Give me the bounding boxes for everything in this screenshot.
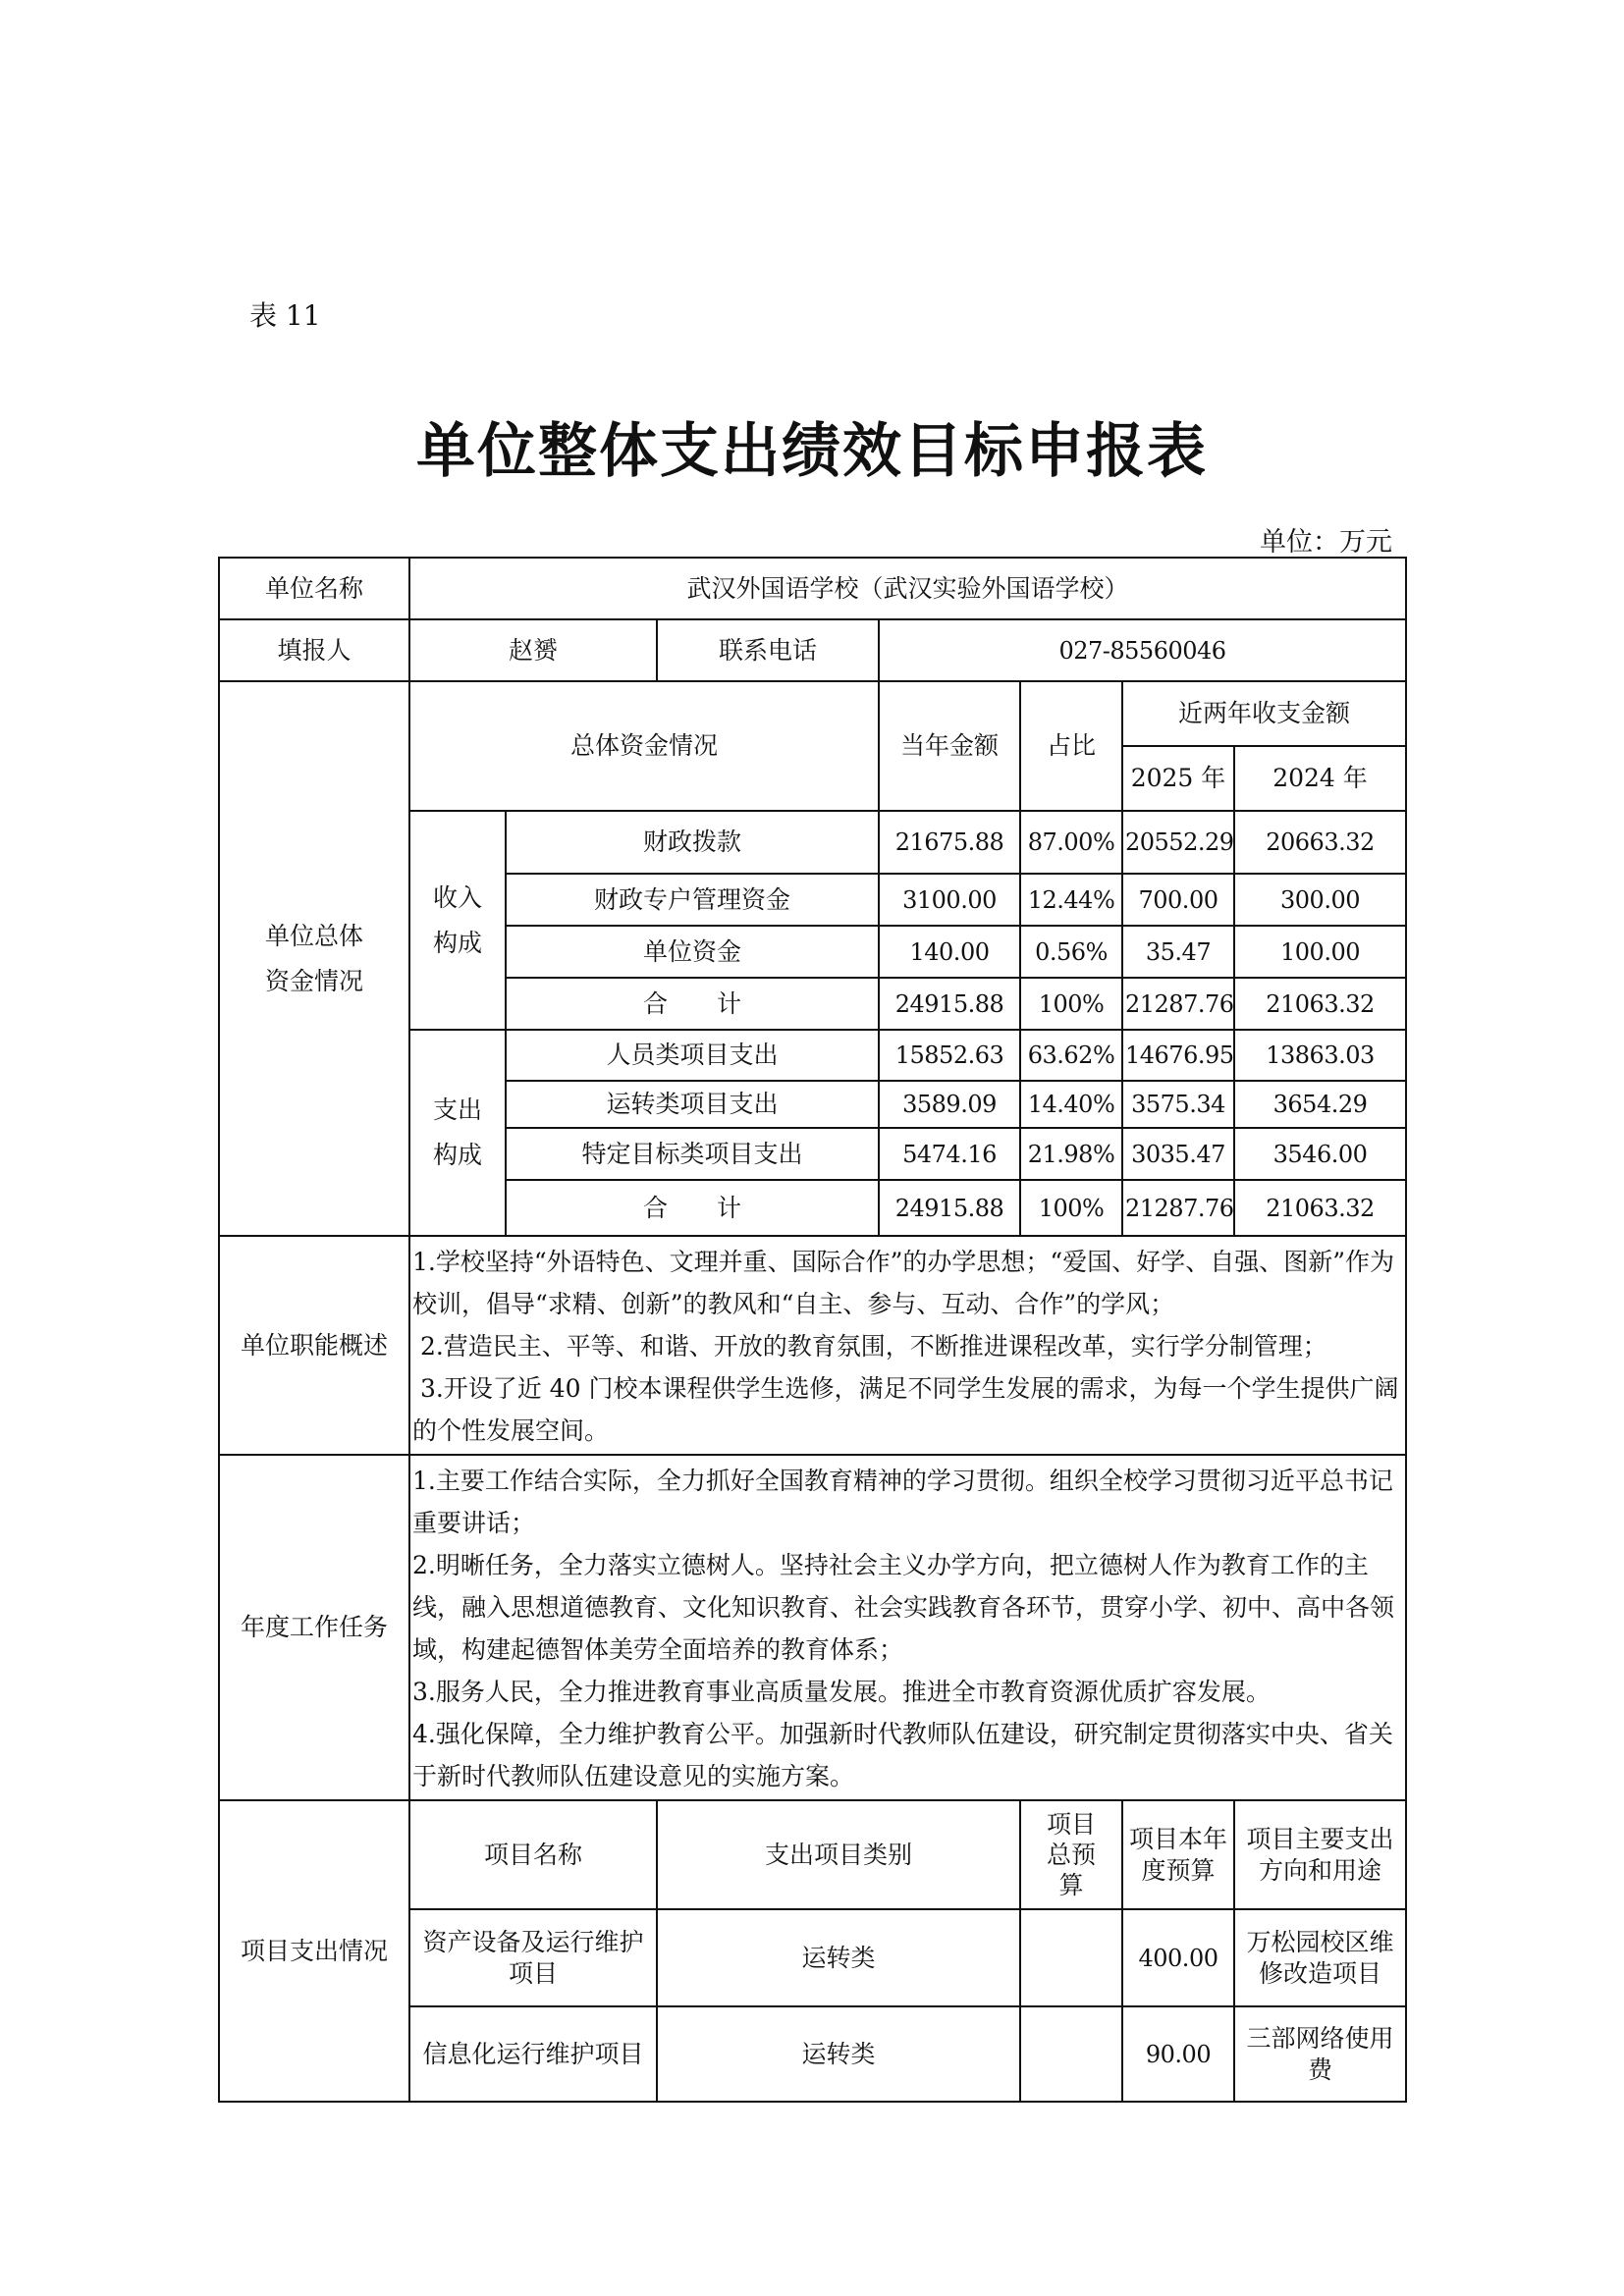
income-2024: 300.00: [1234, 874, 1406, 926]
annual-task-paragraph: 1.主要工作结合实际，全力抓好全国教育精神的学习贯彻。组织全校学习贯彻习近平总书记重要讲话；: [412, 1467, 1393, 1537]
income-label-text: 收入构成: [432, 882, 482, 957]
income-2024: 100.00: [1234, 926, 1406, 978]
project-name: 资产设备及运行维护项目: [409, 1909, 657, 2006]
project-purpose: [1234, 2006, 1406, 2102]
income-total-current: 24915.88: [879, 978, 1020, 1030]
income-total-2025: 21287.76: [1122, 978, 1234, 1030]
filler-value: 赵赟: [409, 619, 657, 681]
expense-name: 特定目标类项目支出: [506, 1128, 879, 1180]
projects-header-row: [219, 1800, 1406, 1909]
projects-header-name: 项目名称: [409, 1800, 657, 1909]
income-2025: 700.00: [1122, 874, 1234, 926]
phone-value: 027-85560046: [879, 619, 1406, 681]
annual-tasks-label: 年度工作任务: [219, 1455, 409, 1800]
projects-header-total-budget-text: 项目总预算: [1046, 1809, 1096, 1900]
annual-task-paragraph: 4.强化保障，全力维护教育公平。加强新时代教师队伍建设，研究制定贯彻落实中央、省关于新时代教师队伍建设意见的实施方案。: [412, 1720, 1393, 1790]
expense-ratio: 63.62%: [1020, 1030, 1122, 1081]
table-number: 表 11: [249, 299, 321, 332]
funds-section-label: [219, 681, 409, 1236]
funds-section-label-text: 单位总体资金情况: [265, 921, 364, 995]
income-name: 单位资金: [506, 926, 879, 978]
unit-name-row: [219, 558, 1406, 619]
income-2024: 20663.32: [1234, 811, 1406, 874]
expense-2025: 14676.95: [1122, 1030, 1234, 1081]
header-current-amount: 当年金额: [879, 681, 1020, 811]
income-current: 140.00: [879, 926, 1020, 978]
functions-paragraph: 3.开设了近 40 门校本课程供学生选修，满足不同学生发展的需求，为每一个学生提供广阔的个性发展空间。: [412, 1374, 1399, 1445]
income-2025: 20552.29: [1122, 811, 1234, 874]
income-total-2024: 21063.32: [1234, 978, 1406, 1030]
project-category: 运转类: [657, 2006, 1020, 2102]
projects-header-purpose: [1234, 1800, 1406, 1909]
expense-2024: 3546.00: [1234, 1128, 1406, 1180]
funds-header-row-1: [219, 681, 1406, 746]
expense-name: 运转类项目支出: [506, 1081, 879, 1128]
income-name: 财政专户管理资金: [506, 874, 879, 926]
project-year-budget: 400.00: [1122, 1909, 1234, 2006]
income-total-name: 合 计: [506, 978, 879, 1030]
expense-label-text: 支出构成: [432, 1095, 482, 1169]
expense-total-ratio: 100%: [1020, 1180, 1122, 1236]
projects-label: 项目支出情况: [219, 1800, 409, 2102]
unit-name-value: 武汉外国语学校（武汉实验外国语学校）: [409, 558, 1406, 619]
income-ratio: 0.56%: [1020, 926, 1122, 978]
income-label: [409, 811, 506, 1030]
expense-2024: 13863.03: [1234, 1030, 1406, 1081]
annual-task-paragraph: 3.服务人民，全力推进教育事业高质量发展。推进全市教育资源优质扩容发展。: [412, 1678, 1271, 1706]
annual-task-paragraph: 2.明晰任务，全力落实立德树人。坚持社会主义办学方向，把立德树人作为教育工作的主线，融入思想道德教育、文化知识教育、社会实践教育各环节，贯穿小学、初中、高中各领域，构建起德智体美劳全面培养的教育体系；: [412, 1551, 1395, 1664]
project-total-budget: [1020, 2006, 1122, 2102]
performance-target-table: [218, 557, 1407, 2103]
income-2025: 35.47: [1122, 926, 1234, 978]
header-overall: 总体资金情况: [409, 681, 879, 811]
expense-ratio: 14.40%: [1020, 1081, 1122, 1128]
expense-total-2024: 21063.32: [1234, 1180, 1406, 1236]
expense-total-name: 合 计: [506, 1180, 879, 1236]
header-ratio: 占比: [1020, 681, 1122, 811]
income-ratio: 87.00%: [1020, 811, 1122, 874]
header-year-2024: 2024 年: [1234, 746, 1406, 811]
project-purpose-text: 万松园校区维修改造项目: [1246, 1928, 1394, 1988]
expense-2025: 3575.34: [1122, 1081, 1234, 1128]
expense-2024: 3654.29: [1234, 1081, 1406, 1128]
income-total-ratio: 100%: [1020, 978, 1122, 1030]
project-category: 运转类: [657, 1909, 1020, 2006]
projects-header-year-budget-text: 项目本年度预算: [1129, 1825, 1228, 1885]
functions-content: [409, 1236, 1406, 1455]
expense-label: [409, 1030, 506, 1236]
expense-2025: 3035.47: [1122, 1128, 1234, 1180]
functions-label: 单位职能概述: [219, 1236, 409, 1455]
income-name: 财政拨款: [506, 811, 879, 874]
header-recent-two-years: 近两年收支金额: [1122, 681, 1406, 746]
project-year-budget: 90.00: [1122, 2006, 1234, 2102]
income-current: 21675.88: [879, 811, 1020, 874]
projects-header-year-budget: [1122, 1800, 1234, 1909]
phone-label: 联系电话: [657, 619, 879, 681]
functions-paragraph: 1.学校坚持“外语特色、文理并重、国际合作”的办学思想；“爱国、好学、自强、图新”作为校训，倡导“求精、创新”的教风和“自主、参与、互动、合作”的学风；: [412, 1248, 1394, 1318]
annual-tasks-row: [219, 1455, 1406, 1800]
filler-label: 填报人: [219, 619, 409, 681]
unit-name-label: 单位名称: [219, 558, 409, 619]
annual-tasks-content: [409, 1455, 1406, 1800]
functions-row: [219, 1236, 1406, 1455]
document-title: 单位整体支出绩效目标申报表: [416, 417, 1208, 486]
projects-header-total-budget: [1020, 1800, 1122, 1909]
expense-current: 15852.63: [879, 1030, 1020, 1081]
unit-note: 单位：万元: [1260, 527, 1392, 558]
expense-current: 3589.09: [879, 1081, 1020, 1128]
header-year-2025: 2025 年: [1122, 746, 1234, 811]
project-purpose: [1234, 1909, 1406, 2006]
functions-paragraph: 2.营造民主、平等、和谐、开放的教育氛围，不断推进课程改革，实行学分制管理；: [412, 1332, 1327, 1361]
income-ratio: 12.44%: [1020, 874, 1122, 926]
project-total-budget: [1020, 1909, 1122, 2006]
filler-row: [219, 619, 1406, 681]
expense-total-2025: 21287.76: [1122, 1180, 1234, 1236]
expense-current: 5474.16: [879, 1128, 1020, 1180]
projects-header-category: 支出项目类别: [657, 1800, 1020, 1909]
expense-ratio: 21.98%: [1020, 1128, 1122, 1180]
projects-header-purpose-text: 项目主要支出方向和用途: [1246, 1825, 1394, 1885]
project-name: 信息化运行维护项目: [409, 2006, 657, 2102]
expense-name: 人员类项目支出: [506, 1030, 879, 1081]
expense-total-current: 24915.88: [879, 1180, 1020, 1236]
project-purpose-text: 三部网络使用费: [1246, 2024, 1394, 2084]
income-current: 3100.00: [879, 874, 1020, 926]
